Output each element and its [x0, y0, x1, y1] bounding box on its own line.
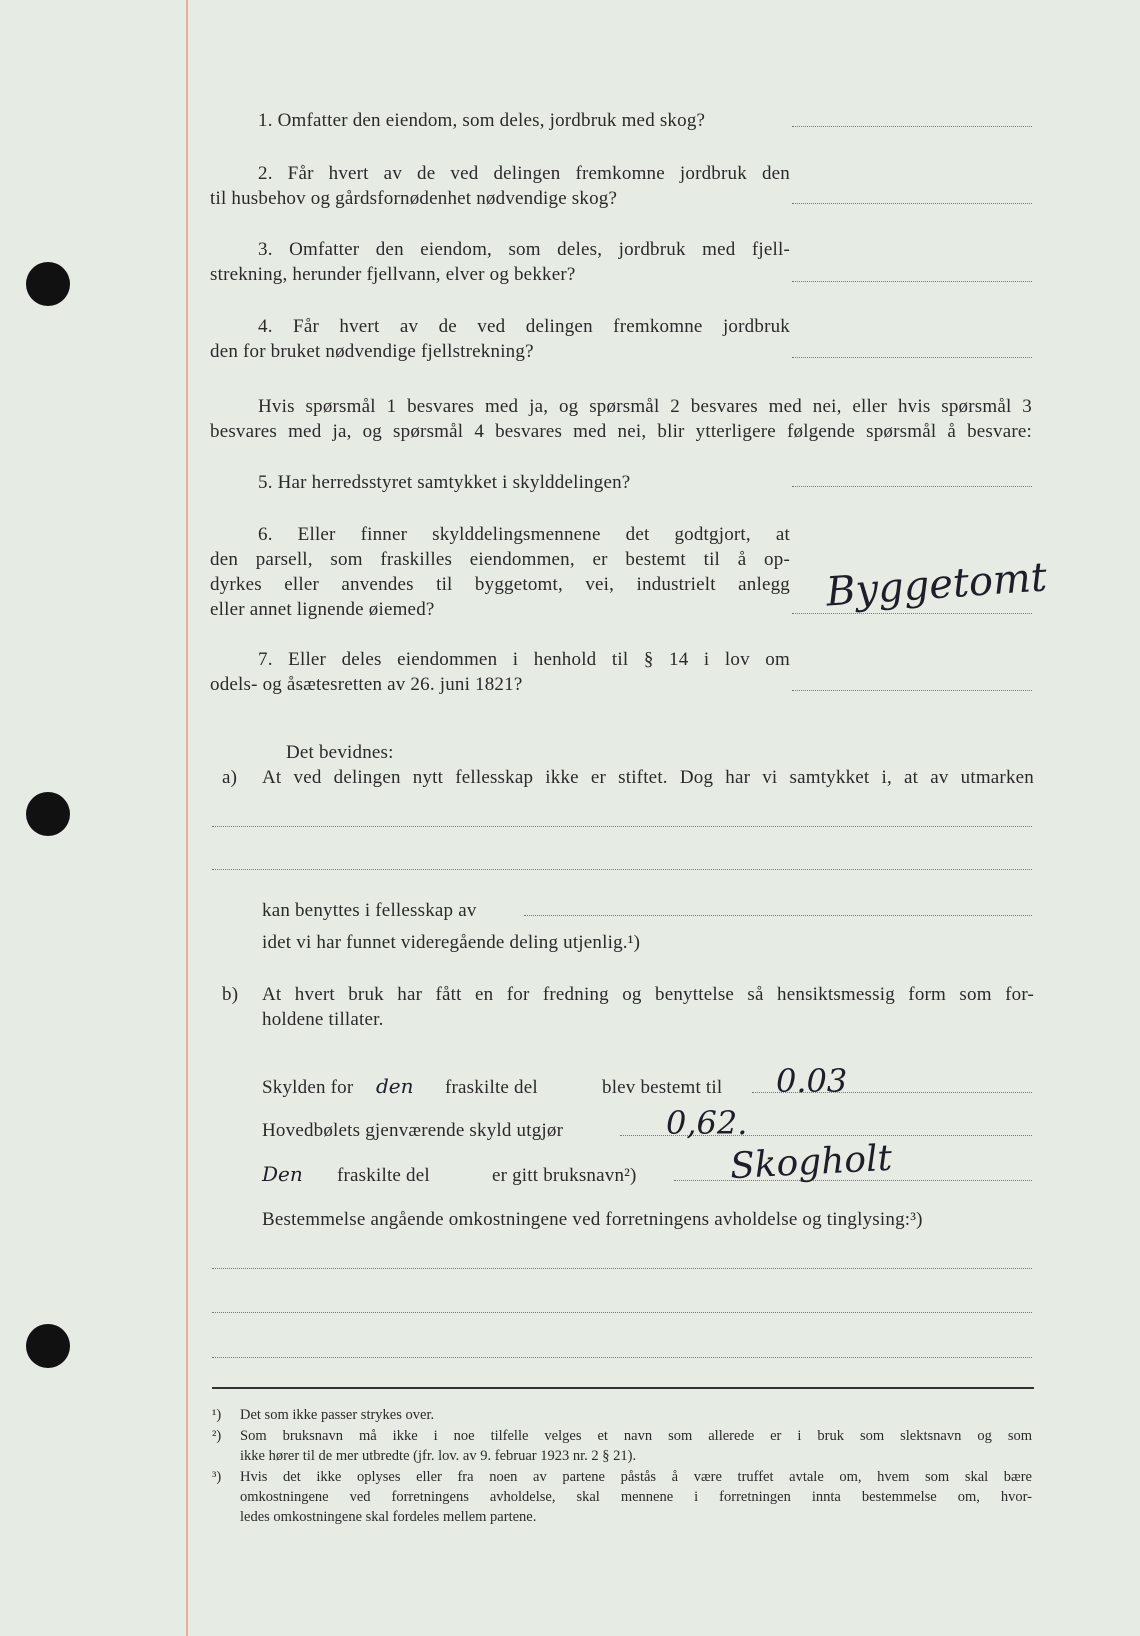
item-a-fill-line-2[interactable]	[212, 869, 1032, 870]
answer-line-5[interactable]	[792, 486, 1032, 487]
question-4-line-2: den for bruket nødvendige fjellstrekning?	[210, 341, 534, 362]
footnote-2-text-line-2: ikke hører til de mer utbredte (jfr. lov. av 9. februar 1923 nr. 2 § 21).	[240, 1448, 637, 1464]
omkostninger-label: Bestemmelse angående omkostningene ved forretningens avholdelse og tinglysing:³)	[262, 1209, 923, 1230]
handwritten-hovedbol-value: 0,62.	[666, 1104, 748, 1142]
question-2-line-1: 2. Får hvert av de ved delingen fremkomne jordbruk den	[258, 163, 790, 184]
skyld-label: Skylden for	[262, 1077, 354, 1098]
omkostninger-fill-line-3[interactable]	[212, 1357, 1032, 1358]
item-a-common-use: kan benyttes i fellesskap av	[262, 900, 477, 921]
item-a-text: At ved delingen nytt fellesskap ikke er stiftet. Dog har vi samtykket i, at av utmarken	[262, 767, 1034, 788]
footnote-2-text-line-1: Som bruksnavn må ikke i noe tilfelle velges et navn som allerede er i bruk som slektsnavn og som	[240, 1428, 1032, 1444]
question-2-line-2: til husbehov og gårdsfornødenhet nødvendige skog?	[210, 188, 618, 209]
question-4-line-1: 4. Får hvert av de ved delingen fremkomne jordbruk	[258, 316, 790, 337]
punch-hole-middle	[26, 792, 70, 836]
conditional-intro-line-2: besvares med ja, og spørsmål 4 besvares med nei, blir ytterligere følgende spørsmål å besvare:	[210, 421, 1032, 442]
question-3-line-2: strekning, herunder fjellvann, elver og bekker?	[210, 264, 576, 285]
handwritten-skyld-value: 0.03	[776, 1062, 848, 1100]
item-a-marker: a)	[222, 767, 238, 788]
hovedbol-label: Hovedbølets gjenværende skyld utgjør	[262, 1120, 564, 1141]
answer-line-2[interactable]	[792, 203, 1032, 204]
item-a-reason: idet vi har funnet videregående deling utjenlig.¹)	[262, 932, 641, 953]
footnote-1-text: Det som ikke passer strykes over.	[240, 1407, 435, 1423]
question-3-line-1: 3. Omfatter den eiendom, som deles, jordbruk med fjell-	[258, 239, 790, 260]
handwritten-den-2: Den	[262, 1162, 303, 1186]
footnote-3-text-line-2: omkostningene ved forretningens avholdelse, skal mennene i forretningen innta bestemmelse om, hvor-	[240, 1489, 1032, 1505]
footnote-2-cont	[212, 1447, 1034, 1466]
question-6-line-1: 6. Eller finner skylddelingsmennene det godtgjort, at	[258, 524, 790, 545]
item-b-text-line-2: holdene tillater.	[262, 1009, 384, 1030]
bruksnavn-label-fraskilte: fraskilte del	[337, 1165, 430, 1186]
item-b-marker: b)	[222, 984, 239, 1005]
question-7-line-2: odels- og åsætesretten av 26. juni 1821?	[210, 674, 523, 695]
answer-line-3[interactable]	[792, 281, 1032, 282]
omkostninger-fill-line-2[interactable]	[212, 1312, 1032, 1313]
question-5: 5. Har herredsstyret samtykket i skylddelingen?	[258, 472, 631, 493]
answer-line-7[interactable]	[792, 690, 1032, 691]
punch-hole-bottom	[26, 1324, 70, 1368]
footnote-3-text-line-3: ledes omkostningene skal fordeles mellem partene.	[240, 1509, 537, 1525]
punch-hole-top	[26, 262, 70, 306]
item-a-common-fill-line[interactable]	[524, 915, 1032, 916]
footnote-3	[212, 1468, 1034, 1487]
handwritten-answer-6: Byggetomt	[824, 554, 1049, 616]
handwritten-den-1: den	[376, 1074, 414, 1098]
conditional-intro-line-1: Hvis spørsmål 1 besvares med ja, og spørsmål 2 besvares med nei, eller hvis spørsmål 3	[258, 396, 1032, 417]
item-b-text-line-1: At hvert bruk har fått en for fredning og benyttelse så hensiktsmessig form som for-	[262, 984, 1034, 1005]
bruksnavn-label: er gitt bruksnavn²)	[492, 1165, 637, 1186]
question-6-line-3: dyrkes eller anvendes til byggetomt, vei, industrielt anlegg	[210, 574, 790, 595]
footnote-3-cont	[212, 1488, 1034, 1507]
footnote-rule	[212, 1387, 1034, 1389]
footnote-2	[212, 1427, 1034, 1446]
question-7-line-1: 7. Eller deles eiendommen i henhold til § 14 i lov om	[258, 649, 790, 670]
answer-line-4[interactable]	[792, 357, 1032, 358]
answer-line-1[interactable]	[792, 126, 1032, 127]
footnote-1	[212, 1406, 1034, 1425]
footnote-3-marker: ³)	[212, 1469, 222, 1485]
handwritten-bruksnavn: Skogholt	[729, 1137, 894, 1188]
skyld-label-fraskilte: fraskilte del	[445, 1077, 538, 1098]
omkostninger-fill-line-1[interactable]	[212, 1268, 1032, 1269]
red-margin-line	[186, 0, 188, 1636]
question-6-line-4: eller annet lignende øiemed?	[210, 599, 435, 620]
footnote-3-cont-2	[212, 1508, 1034, 1527]
certification-heading: Det bevidnes:	[286, 742, 394, 763]
question-1: 1. Omfatter den eiendom, som deles, jordbruk med skog?	[258, 110, 706, 131]
item-a-fill-line-1[interactable]	[212, 826, 1032, 827]
question-6-line-2: den parsell, som fraskilles eiendommen, er bestemt til å op-	[210, 549, 790, 570]
skyld-label-bestemt: blev bestemt til	[602, 1077, 723, 1098]
footnote-2-marker: ²)	[212, 1428, 222, 1444]
footnote-1-marker: ¹)	[212, 1407, 222, 1423]
footnote-3-text-line-1: Hvis det ikke oplyses eller fra noen av partene påstås å være truffet avtale om, hvem som skal bære	[240, 1469, 1032, 1485]
